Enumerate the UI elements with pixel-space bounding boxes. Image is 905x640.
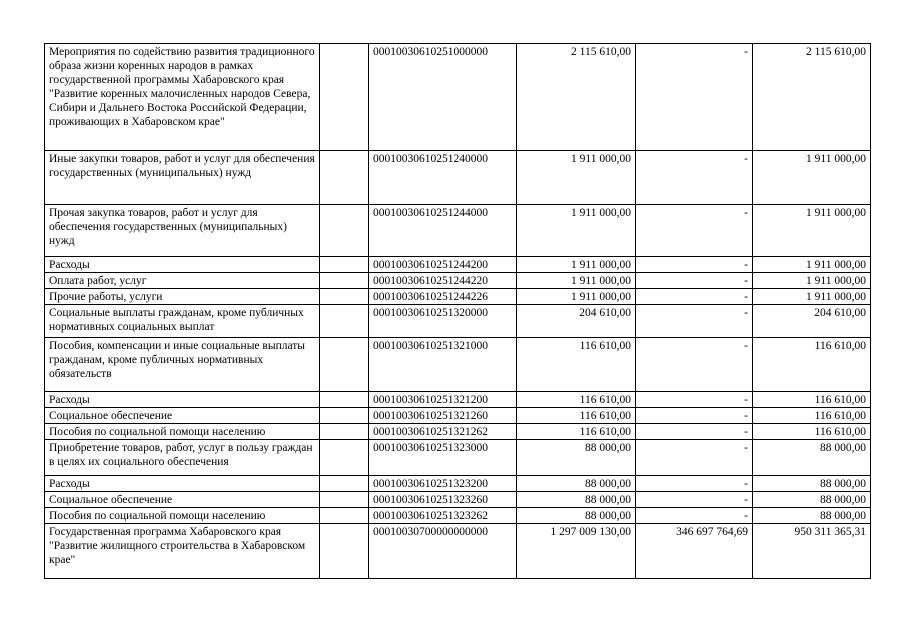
row-empty-cell: [320, 424, 369, 440]
table-row: [45, 492, 871, 508]
row-approved: 1 911 000,00: [517, 289, 636, 305]
row-approved: 204 610,00: [517, 305, 636, 338]
table-row: [45, 289, 871, 305]
row-code: 00010030610251244226: [369, 289, 517, 305]
row-approved: 1 911 000,00: [517, 257, 636, 273]
row-name: Расходы: [45, 392, 320, 408]
row-executed: -: [636, 476, 753, 492]
row-empty-cell: [320, 305, 369, 338]
row-remaining: 116 610,00: [753, 392, 871, 408]
row-code: 00010030610251320000: [369, 305, 517, 338]
row-remaining: 2 115 610,00: [753, 44, 871, 151]
row-name: Прочая закупка товаров, работ и услуг для обеспечения государственных (муниципальных) нужд: [45, 205, 320, 257]
row-code: 00010030610251244220: [369, 273, 517, 289]
row-empty-cell: [320, 476, 369, 492]
row-code: 00010030610251323260: [369, 492, 517, 508]
row-name: Иные закупки товаров, работ и услуг для обеспечения государственных (муниципальных) нужд: [45, 151, 320, 205]
row-approved: 1 911 000,00: [517, 151, 636, 205]
row-approved: 116 610,00: [517, 392, 636, 408]
row-name: Прочие работы, услуги: [45, 289, 320, 305]
row-remaining: 204 610,00: [753, 305, 871, 338]
row-remaining: 116 610,00: [753, 338, 871, 392]
table-row: [45, 151, 871, 205]
row-code: 00010030610251321260: [369, 408, 517, 424]
row-executed: -: [636, 289, 753, 305]
row-approved: 2 115 610,00: [517, 44, 636, 151]
row-empty-cell: [320, 524, 369, 579]
row-name: Оплата работ, услуг: [45, 273, 320, 289]
row-executed: -: [636, 392, 753, 408]
row-name: Социальное обеспечение: [45, 408, 320, 424]
row-name: Приобретение товаров, работ, услуг в пользу граждан в целях их социального обеспечения: [45, 440, 320, 476]
row-approved: 88 000,00: [517, 508, 636, 524]
row-name: Расходы: [45, 257, 320, 273]
table-row: [45, 424, 871, 440]
row-name: Пособия по социальной помощи населению: [45, 424, 320, 440]
row-executed: -: [636, 492, 753, 508]
row-executed: -: [636, 257, 753, 273]
row-approved: 116 610,00: [517, 424, 636, 440]
row-name: Социальные выплаты гражданам, кроме публичных нормативных социальных выплат: [45, 305, 320, 338]
table-row: [45, 524, 871, 579]
row-name: Мероприятия по содействию развития традиционного образа жизни коренных народов в рамках государственной программы Хабаровского края "Развитие коренных малочисленных народов Севера, Сибири и Дальнего Востока Российской Федерации, проживающих в Хабаровском крае": [45, 44, 320, 151]
row-executed: -: [636, 205, 753, 257]
row-code: 00010030610251244000: [369, 205, 517, 257]
table-row: [45, 205, 871, 257]
table-row: [45, 257, 871, 273]
row-empty-cell: [320, 151, 369, 205]
row-code: 00010030610251321000: [369, 338, 517, 392]
row-executed: -: [636, 44, 753, 151]
row-approved: 116 610,00: [517, 338, 636, 392]
table-row: [45, 392, 871, 408]
row-empty-cell: [320, 44, 369, 151]
row-code: 00010030610251321200: [369, 392, 517, 408]
row-code: 00010030610251244200: [369, 257, 517, 273]
row-empty-cell: [320, 408, 369, 424]
row-code: 00010030610251323200: [369, 476, 517, 492]
table-row: [45, 508, 871, 524]
table-row: [45, 44, 871, 151]
row-name: Государственная программа Хабаровского края "Развитие жилищного строительства в Хабаровском крае": [45, 524, 320, 579]
row-approved: 88 000,00: [517, 492, 636, 508]
row-code: 00010030610251000000: [369, 44, 517, 151]
row-empty-cell: [320, 273, 369, 289]
row-remaining: 1 911 000,00: [753, 257, 871, 273]
budget-execution-table: [44, 43, 871, 579]
row-executed: -: [636, 305, 753, 338]
row-remaining: 116 610,00: [753, 424, 871, 440]
row-approved: 1 911 000,00: [517, 273, 636, 289]
row-approved: 88 000,00: [517, 476, 636, 492]
row-code: 00010030610251321262: [369, 424, 517, 440]
row-remaining: 1 911 000,00: [753, 205, 871, 257]
row-approved: 1 297 009 130,00: [517, 524, 636, 579]
row-executed: -: [636, 151, 753, 205]
table-row: [45, 476, 871, 492]
row-empty-cell: [320, 257, 369, 273]
row-approved: 1 911 000,00: [517, 205, 636, 257]
row-empty-cell: [320, 205, 369, 257]
row-empty-cell: [320, 508, 369, 524]
row-executed: -: [636, 424, 753, 440]
table-row: [45, 273, 871, 289]
table-row: [45, 338, 871, 392]
row-remaining: 88 000,00: [753, 508, 871, 524]
row-remaining: 88 000,00: [753, 492, 871, 508]
row-remaining: 1 911 000,00: [753, 151, 871, 205]
table-row: [45, 440, 871, 476]
row-executed: -: [636, 338, 753, 392]
row-name: Социальное обеспечение: [45, 492, 320, 508]
table-row: [45, 305, 871, 338]
row-executed: 346 697 764,69: [636, 524, 753, 579]
row-empty-cell: [320, 440, 369, 476]
row-empty-cell: [320, 338, 369, 392]
row-remaining: 88 000,00: [753, 440, 871, 476]
row-empty-cell: [320, 392, 369, 408]
row-code: 00010030610251240000: [369, 151, 517, 205]
row-remaining: 1 911 000,00: [753, 273, 871, 289]
row-remaining: 116 610,00: [753, 408, 871, 424]
row-code: 00010030700000000000: [369, 524, 517, 579]
row-executed: -: [636, 508, 753, 524]
row-name: Пособия, компенсации и иные социальные выплаты гражданам, кроме публичных нормативных обязательств: [45, 338, 320, 392]
row-approved: 88 000,00: [517, 440, 636, 476]
row-approved: 116 610,00: [517, 408, 636, 424]
row-name: Расходы: [45, 476, 320, 492]
row-executed: -: [636, 408, 753, 424]
row-executed: -: [636, 273, 753, 289]
row-remaining: 950 311 365,31: [753, 524, 871, 579]
row-executed: -: [636, 440, 753, 476]
table-row: [45, 408, 871, 424]
row-code: 00010030610251323000: [369, 440, 517, 476]
row-name: Пособия по социальной помощи населению: [45, 508, 320, 524]
row-empty-cell: [320, 289, 369, 305]
row-remaining: 1 911 000,00: [753, 289, 871, 305]
row-remaining: 88 000,00: [753, 476, 871, 492]
row-code: 00010030610251323262: [369, 508, 517, 524]
row-empty-cell: [320, 492, 369, 508]
